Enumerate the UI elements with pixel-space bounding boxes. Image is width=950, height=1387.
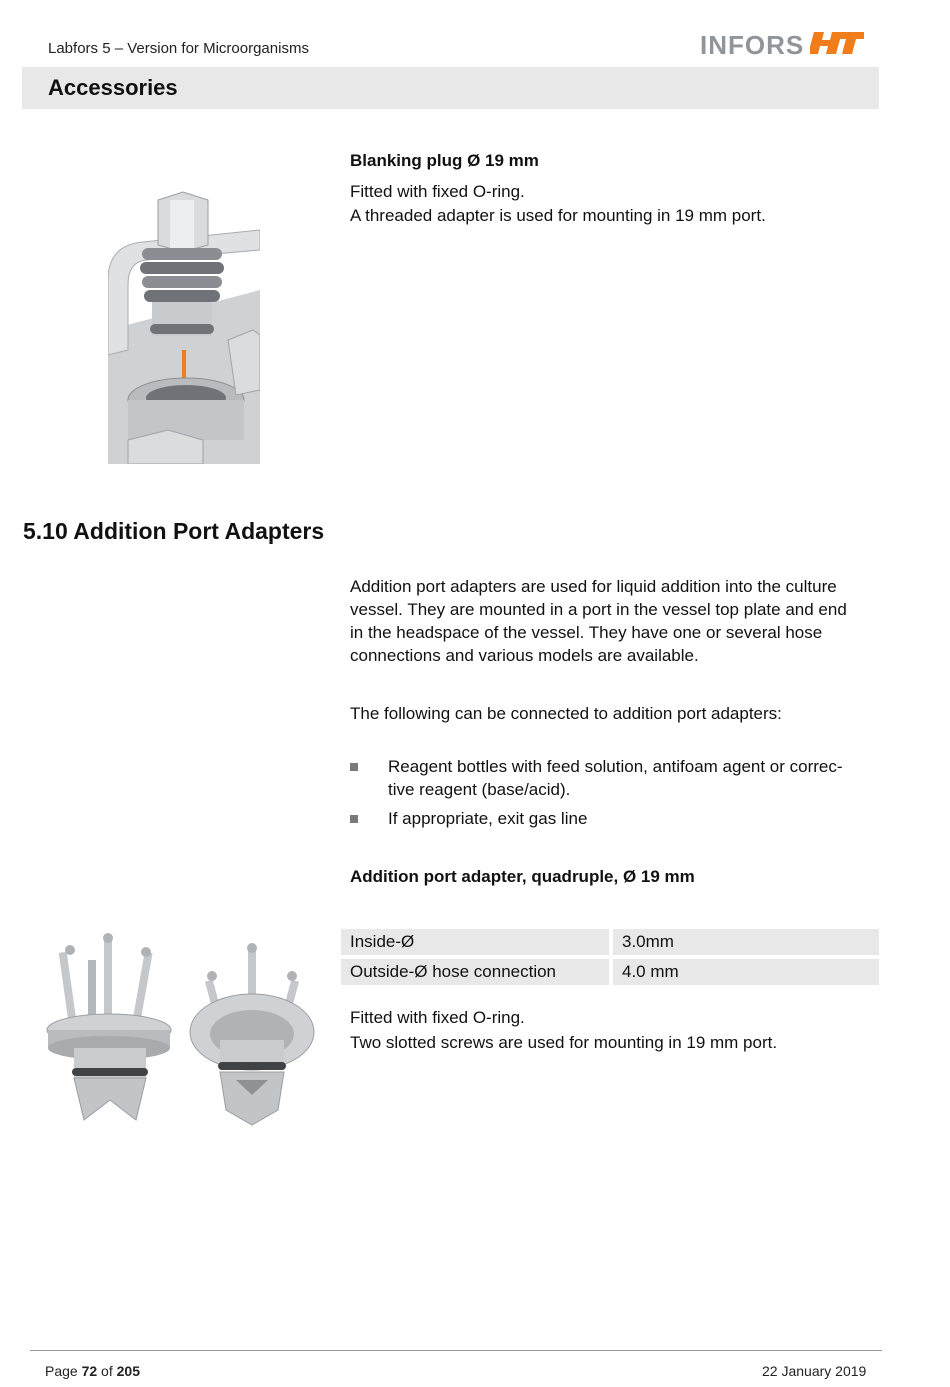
table-row [341,959,879,985]
blanking-plug-illustration-icon [108,190,260,464]
logo-text: INFORS [700,29,805,60]
spec-table [341,925,879,989]
bullet-square-icon [350,763,358,771]
infors-logo [700,28,864,62]
bullet-text-line: tive reagent (base/acid). [388,780,571,799]
logo-ht-mark-icon [810,30,864,61]
footer-date: 22 January 2019 [762,1363,867,1379]
page-number [45,1363,140,1379]
table-row [341,929,879,955]
page-prefix: Page [45,1363,82,1379]
adapter-line2: Two slotted screws are used for mounting in 19 mm port. [350,1033,778,1052]
quadruple-adapter-illustration-icon [40,930,325,1130]
intro-line-2: vessel. They are mounted in a port in the vessel top plate and end [350,600,847,619]
spec-key: Outside-Ø hose connection [341,959,613,985]
blanking-plug-line2: A threaded adapter is used for mounting in 19 mm port. [350,206,766,225]
bullet-text-line: If appropriate, exit gas line [388,809,588,828]
quadruple-adapter-image [40,930,325,1130]
page-total: 205 [116,1363,140,1379]
spec-key: Inside-Ø [341,929,613,955]
intro-line-4: connections and various models are available. [350,646,699,665]
bullet-text-line: Reagent bottles with feed solution, antifoam agent or correc- [388,757,843,776]
spec-value: 4.0 mm [613,959,879,985]
following-text: The following can be connected to addition port adapters: [350,704,782,723]
blanking-plug-image [108,190,260,464]
list-item [350,807,880,830]
document-title: Labfors 5 – Version for Microorganisms [48,40,309,57]
footer-line [30,1350,882,1351]
section-title: Accessories [48,75,178,100]
adapter-line1: Fitted with fixed O-ring. [350,1008,525,1027]
section-bar [22,67,879,109]
blanking-plug-title: Blanking plug Ø 19 mm [350,151,539,170]
intro-line-1: Addition port adapters are used for liquid addition into the culture [350,577,837,596]
bullet-square-icon [350,815,358,823]
adapter-title: Addition port adapter, quadruple, Ø 19 mm [350,867,695,886]
bullet-list [350,755,880,836]
page-current: 72 [81,1363,98,1379]
spec-value: 3.0mm [613,929,879,955]
intro-line-3: in the headspace of the vessel. They have one or several hose [350,623,823,642]
list-item [350,755,880,801]
section-heading-5-10: 5.10 Addition Port Adapters [23,518,325,544]
blanking-plug-line1: Fitted with fixed O-ring. [350,182,525,201]
page-of: of [97,1363,117,1379]
